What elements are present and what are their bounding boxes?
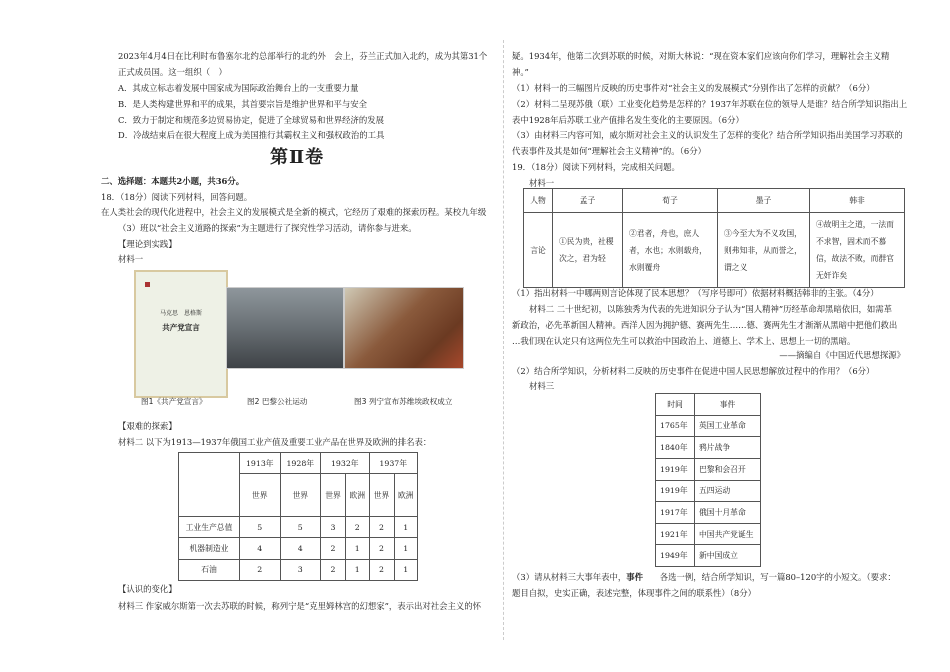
year-header: 1913年 (240, 453, 281, 474)
table-row: 1917年 俄国十月革命 (656, 502, 761, 524)
scope-header: 世界 (280, 474, 321, 517)
material-1-label: 材料一 (529, 178, 555, 188)
timeline-table: 时间 事件 1765年 英国工业革命 1840年 鸦片战争 1919年 巴黎和会召开 1919年 五四运动 1917年 俄国十月革命 1921年 中国共产党诞生 1949年 新中国成立 (655, 393, 761, 567)
question-stem-cont: 正式成员国。这一组织（ ） (118, 67, 227, 77)
caption-fig1: 图1《共产党宣言》 (141, 397, 207, 406)
table-row: 1919年 巴黎和会召开 (656, 458, 761, 480)
lenin-soviet-image (344, 287, 464, 369)
option-b: B．是人类构建世界和平的成果，其首要宗旨是维护世界和平与安全 (118, 99, 368, 109)
paris-commune-image (226, 287, 344, 369)
question-19-3: （3）请从材料三大事年表中，事件 各选一例，结合所学知识，写一篇80–120字的小短文。（要求： (512, 572, 896, 582)
question-18: 18．（18分）阅读下列材料，回答问题。 (101, 192, 253, 202)
source-citation: ——摘编自《中国近代思想探源》 (779, 350, 905, 360)
question-19: 19．（18分）阅读下列材料，完成相关问题。 (512, 162, 680, 172)
book-author: 马克思 恩格斯 (159, 310, 202, 317)
material-2-text: …我们现在认定只有这两位先生可以救治中国政治上、道德上、学术上、思想上一切的黑暗。 (512, 336, 856, 346)
table-row: 1765年 英国工业革命 (656, 415, 761, 437)
caption-fig3: 图3 列宁宣布苏维埃政权成立 (354, 397, 453, 406)
scope-header: 世界 (369, 474, 394, 517)
scope-header: 世界 (240, 474, 281, 517)
question-18-1: （1）材料一的三幅图片反映的历史事件对“社会主义的发展模式”分别作出了怎样的贡献？（6分） (512, 83, 875, 93)
thinkers-table: 人物 孟子 荀子 墨子 韩非 言论 ①民为贵，社稷次之，君为轻 ②君者，舟也，庶人者，水也；水则载舟，水则覆舟 ③今至大为不义攻国，则弗知非，从而誉之，谓之义 ④故明主之道，一法而不求智，固术而不慕信，故法不败，而群官无奸诈矣 (523, 188, 905, 288)
material-2-text: 材料二 二十世纪初，以陈独秀为代表的先进知识分子认为“国人精神”历经革命却黑暗依旧，如需革 (529, 304, 892, 314)
communist-manifesto-image (134, 270, 228, 398)
material-3-text: 材料三 作家威尔斯第一次去苏联的时候，称列宁是“克里姆林宫的幻想家”，表示出对社会主义的怀 (118, 601, 481, 611)
option-d: D．冷战结束后在很大程度上成为美国推行其霸权主义和强权政治的工具 (118, 130, 385, 140)
scope-header: 欧洲 (394, 474, 418, 517)
question-19-2: （2）结合所学知识，分析材料二反映的历史事件在促进中国人民思想解放过程中的作用？（6分） (512, 366, 875, 376)
option-c: C．致力于制定和规范多边贸易协定，促进了全球贸易和世界经济的发展 (118, 115, 385, 125)
text-line: 神。” (512, 67, 529, 77)
table-row: 1919年 五四运动 (656, 480, 761, 502)
material-3-label: 材料三 (529, 381, 555, 391)
volume-title: 第Ⅱ卷 (270, 147, 325, 168)
scope-header: 世界 (321, 474, 346, 517)
question-19-3-cont: 题目自拟，史实正确，表述完整，体现事件之间的联系性）（8分） (512, 588, 757, 598)
year-header: 1928年 (280, 453, 321, 474)
column-divider (503, 40, 505, 640)
section-heading: 二、选择题：本题共2小题，共36分。 (101, 176, 245, 186)
book-title: 共产党宣言 (162, 323, 200, 332)
material-2-label: 材料二 以下为1913—1937年俄国工业产值及重要工业产品在世界及欧洲的排名表： (118, 437, 432, 447)
year-header: 1932年 (321, 453, 369, 474)
material-2-text: 新政治，必先革新国人精神。西洋人因为拥护德、赛两先生……德、赛两先生才渐渐从黑暗中把他们救出 (512, 320, 898, 330)
question-18-2: （2）材料二呈现苏俄（联）工业变化趋势是怎样的？1937年苏联在位的领导人是谁？结合所学知识指出上 (512, 99, 908, 109)
table-row: 机器制造业 4 4 2 1 2 1 (179, 538, 418, 559)
publisher-logo-icon (145, 282, 150, 287)
question-19-1: （1）指出材料一中哪两则言论体现了民本思想？（写序号即可）依据材料概括韩非的主张。（4分） (512, 288, 879, 298)
table-row: 工业生产总值 5 5 3 2 2 1 (179, 517, 418, 538)
intro-line-1: 在人类社会的现代化进程中，社会主义的发展模式是全新的模式，它经历了艰难的探索历程。某校九年级 (101, 207, 487, 217)
table-row: 石油 2 3 2 1 2 1 (179, 559, 418, 580)
option-a: A．其成立标志着发展中国家成为国际政治舞台上的一支重要力量 (118, 83, 359, 93)
year-header: 1937年 (369, 453, 418, 474)
scope-header: 欧洲 (346, 474, 369, 517)
subheading-exploration: 【艰难的探索】 (118, 421, 177, 431)
text-line: 疑。1934年，他第二次到苏联的时候，对斯大林说：“现在资本家们应该向你们学习，理解社会主义精 (512, 51, 890, 61)
subheading-theory: 【理论到实践】 (118, 239, 177, 249)
intro-line-2: （3）班以“社会主义道路的探索”为主题进行了探究性学习活动，请你参与进来。 (118, 223, 417, 233)
material-1-label: 材料一 (118, 254, 144, 264)
question-stem: 2023年4月4日在比利时布鲁塞尔北约总部举行的北约外 会上，芬兰正式加入北约，成为其第31个 (118, 51, 488, 61)
question-18-3: （3）由材料三内容可知，威尔斯对社会主义的认识发生了怎样的变化？结合所学知识指出美国学习苏联的 (512, 130, 903, 140)
question-18-2-cont: 表中1928年后苏联工业产值排名发生变化的主要原因。（6分） (512, 115, 744, 125)
question-18-3-cont: 代表事件及其是如何“理解社会主义精神”的。（6分） (512, 146, 706, 156)
caption-fig2: 图2 巴黎公社运动 (247, 397, 308, 406)
table-row: 1840年 鸦片战争 (656, 437, 761, 459)
subheading-change: 【认识的变化】 (118, 584, 177, 594)
industry-ranking-table (178, 452, 418, 581)
table-row: 1949年 新中国成立 (656, 545, 761, 567)
table-row: 1921年 中国共产党诞生 (656, 523, 761, 545)
